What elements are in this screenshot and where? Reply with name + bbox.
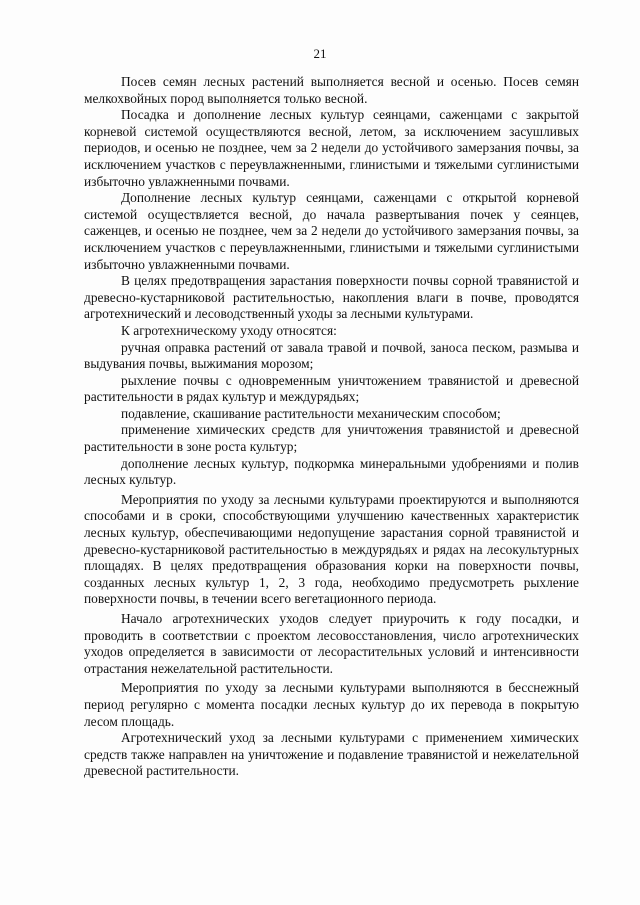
paragraph: Мероприятия по уходу за лесными культурами выполняются в бесснежный период регулярно с момента посадки лесных культур до их перевода в покрытую лесом площадь. (84, 680, 579, 729)
list-item: ручная оправка растений от завала травой и почвой, заноса песком, размыва и выдувания почвы, выжимания морозом; (84, 339, 579, 372)
paragraph: К агротехническому уходу относятся: (121, 322, 337, 338)
list-item: подавление, скашивание растительности механическим способом; (121, 405, 501, 421)
list-item: применение химических средств для уничтожения травянистой и древесной растительности в зоне роста культур; (84, 422, 579, 455)
paragraph: Начало агротехнических уходов следует приурочить к году посадки, и проводить в соответствии с проектом лесовосстановления, число агротехнических уходов определяется в зависимости от лесорастительных условий и интенсивности отрастания нежелательной растительности. (84, 611, 579, 676)
paragraph: Дополнение лесных культур сеянцами, саженцами с открытой корневой системой осуществляется весной, до начала развертывания почек у сеянцев, саженцев, и осенью не позднее, чем за 2 недели до устойчивого замерзания почвы, за исключением участков с переувлажненными, глинистыми и тяжелыми суглинистыми избыточно увлажненными почвами. (84, 190, 579, 272)
document-body (84, 74, 579, 780)
paragraph: Посадка и дополнение лесных культур сеянцами, саженцами с закрытой корневой системой осуществляются весной, летом, за исключением засушливых периодов, и осенью не позднее, чем за 2 недели до устойчивого замерзания почвы, за исключением участков с переувлажненными, глинистыми и тяжелыми суглинистыми избыточно увлажненными почвами. (84, 107, 579, 189)
list-item: рыхление почвы с одновременным уничтожением травянистой и древесной растительности в рядах культур и междурядьях; (84, 372, 579, 405)
paragraph: Агротехнический уход за лесными культурами с применением химических средств также направлен на уничтожение и подавление травянистой и нежелательной древесной растительности. (84, 730, 579, 779)
paragraph: В целях предотвращения зарастания поверхности почвы сорной травянистой и древесно-кустарниковой растительностью, накопления влаги в почве, проводятся агротехнический и лесоводственный уходы за лесными культурами. (84, 273, 579, 322)
page-number: 21 (313, 46, 327, 61)
paragraph: Посев семян лесных растений выполняется весной и осенью. Посев семян мелкохвойных пород выполняется только весной. (84, 74, 579, 106)
list-item: дополнение лесных культур, подкормка минеральными удобрениями и полив лесных культур. (84, 455, 579, 488)
paragraph: Мероприятия по уходу за лесными культурами проектируются и выполняются способами и в сроки, способствующими улучшению качественных характеристик лесных культур, обеспечивающими недопущение зарастания сорной травянистой и древесно-кустарниковой растительностью в междурядьях и рядах на лесокультурных площадях. В целях предотвращения образования корки на поверхности почвы, созданных лесных культур 1, 2, 3 года, необходимо предусмотреть рыхление поверхности почвы, в течении всего вегетационного периода. (84, 491, 579, 607)
